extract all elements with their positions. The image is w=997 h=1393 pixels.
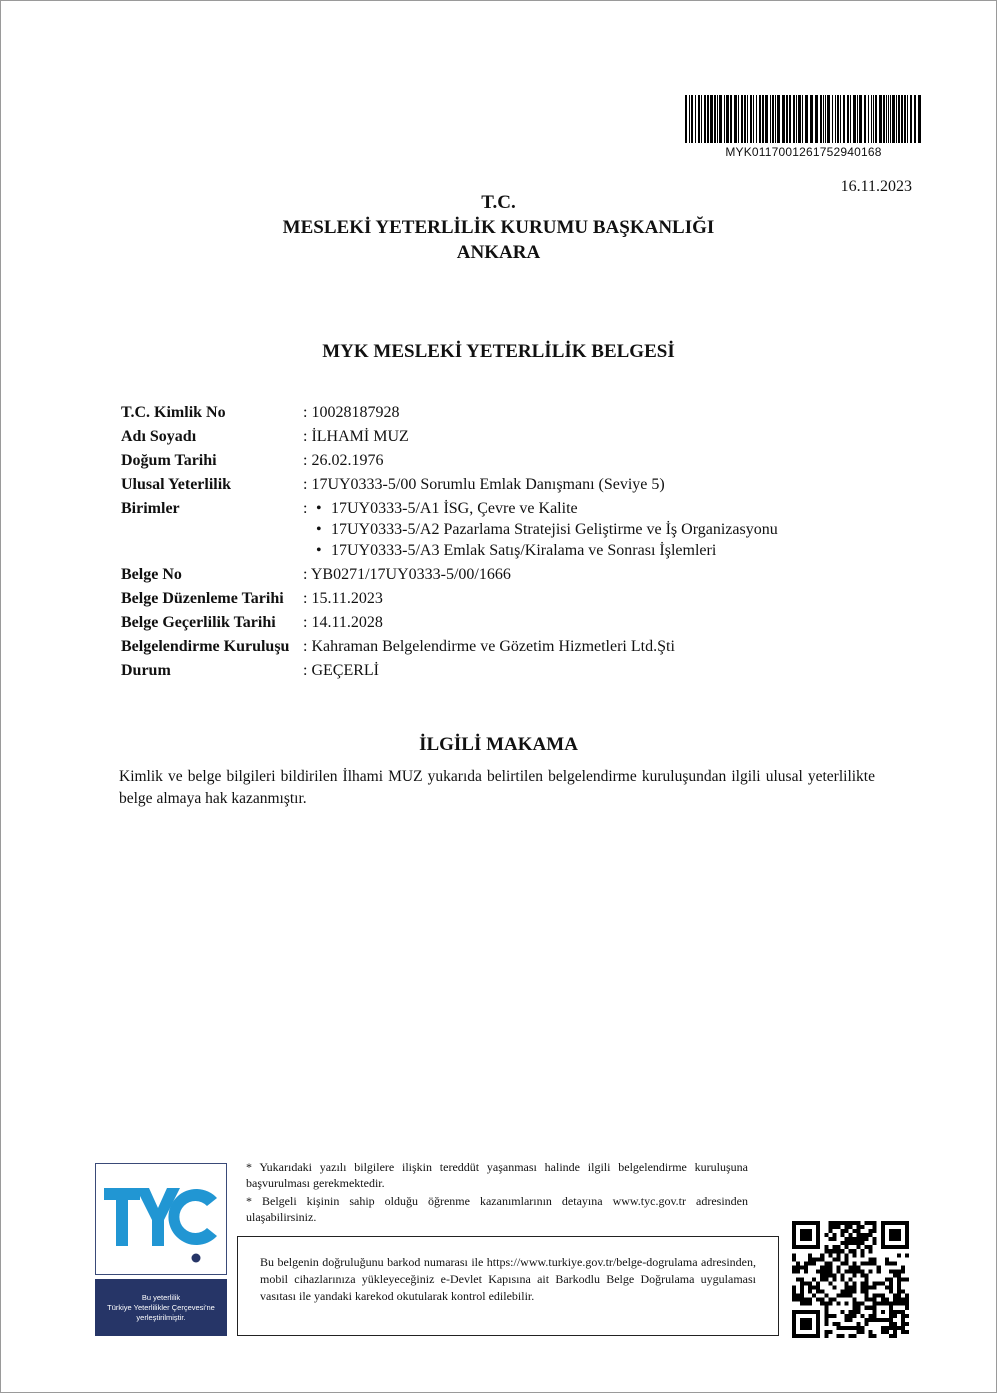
verification-box: Bu belgenin doğruluğunu barkod numarası ile https://www.turkiye.gov.tr/belge-dogrulama adresinden, mobil cihazlarınıza yükleyeceğiniz e-Devlet Kapısına ait Barkodlu Belge Doğrulama uygulaması vasıtası ile yandaki karekod okutularak kontrol edilebilir.	[237, 1236, 779, 1336]
field-label: Durum	[121, 662, 171, 679]
field-qualification	[121, 475, 901, 499]
document-date: 16.11.2023	[840, 178, 912, 195]
tyc-logo-mark	[96, 1164, 226, 1274]
field-label: Belge Geçerlilik Tarihi	[121, 614, 276, 631]
field-certificate-no	[121, 565, 901, 589]
footer-note: * Yukarıdaki yazılı bilgilere ilişkin tereddüt yaşanması halinde ilgili belgelendirme kuruluşuna başvurulması gerekmektedir.	[246, 1160, 748, 1190]
units-list	[303, 499, 778, 562]
field-label: Birimler	[121, 500, 180, 517]
field-value: : 17UY0333-5/00 Sorumlu Emlak Danışmanı (Seviye 5)	[303, 476, 665, 493]
tyc-caption-line: Türkiye Yeterlilikler Çerçevesi'ne	[107, 1302, 215, 1312]
field-value: : YB0271/17UY0333-5/00/1666	[303, 566, 511, 583]
tyc-caption-line: Bu yeterlilik	[141, 1292, 181, 1302]
field-validity-date	[121, 613, 901, 637]
section-text: Kimlik ve belge bilgileri bildirilen İlhami MUZ yukarıda belirtilen belgelendirme kuruluşundan ilgili ulusal yeterlilikte belge almaya hak kazanmıştır.	[119, 768, 875, 807]
field-label: Ulusal Yeterlilik	[121, 476, 232, 493]
units-colon: :	[303, 500, 308, 517]
tyc-caption	[95, 1279, 227, 1336]
field-value: : Kahraman Belgelendirme ve Gözetim Hizmetleri Ltd.Şti	[303, 638, 675, 655]
field-name	[121, 427, 901, 451]
field-label: T.C. Kimlik No	[121, 404, 226, 421]
tyc-caption-line: yerleştirilmiştir.	[136, 1312, 186, 1322]
field-value: : 14.11.2028	[303, 614, 383, 631]
field-value: : GEÇERLİ	[303, 662, 379, 679]
field-value: : 26.02.1976	[303, 452, 384, 469]
tyc-logo	[95, 1163, 227, 1275]
field-birth-date	[121, 451, 901, 475]
unit-item: • 17UY0333-5/A1 İSG, Çevre ve Kalite	[303, 499, 778, 520]
field-label: Belge No	[121, 566, 182, 583]
field-value: : İLHAMİ MUZ	[303, 428, 409, 445]
field-value: : 10028187928	[303, 404, 400, 421]
field-label: Doğum Tarihi	[121, 452, 217, 469]
barcode-number: MYK0117001261752940168	[725, 145, 882, 159]
header-tc: T.C.	[481, 192, 516, 213]
unit-item: • 17UY0333-5/A3 Emlak Satış/Kiralama ve Sonrası İşlemleri	[303, 541, 778, 562]
header-city: ANKARA	[456, 242, 541, 263]
field-issue-date	[121, 589, 901, 613]
document-title: MYK MESLEKİ YETERLİLİK BELGESİ	[322, 341, 675, 362]
field-value: : 15.11.2023	[303, 590, 383, 607]
field-tc-kimlik	[121, 403, 901, 427]
field-status	[121, 661, 901, 685]
field-units	[121, 499, 901, 565]
section-title: İLGİLİ MAKAMA	[419, 734, 578, 755]
field-certification-body	[121, 637, 901, 661]
qr-code	[792, 1221, 909, 1338]
field-label: Belgelendirme Kuruluşu	[121, 638, 290, 655]
field-label: Adı Soyadı	[121, 428, 197, 445]
field-label: Belge Düzenleme Tarihi	[121, 590, 284, 607]
unit-item: • 17UY0333-5/A2 Pazarlama Stratejisi Geliştirme ve İş Organizasyonu	[303, 520, 778, 541]
footer-note: * Belgeli kişinin sahip olduğu öğrenme kazanımlarının detayına www.tyc.gov.tr adresinden ulaşabilirsiniz.	[246, 1194, 748, 1224]
footer-notes	[246, 1159, 748, 1227]
header-institution: MESLEKİ YETERLİLİK KURUMU BAŞKANLIĞI	[282, 217, 715, 238]
certificate-info	[121, 403, 901, 685]
barcode	[685, 95, 922, 143]
